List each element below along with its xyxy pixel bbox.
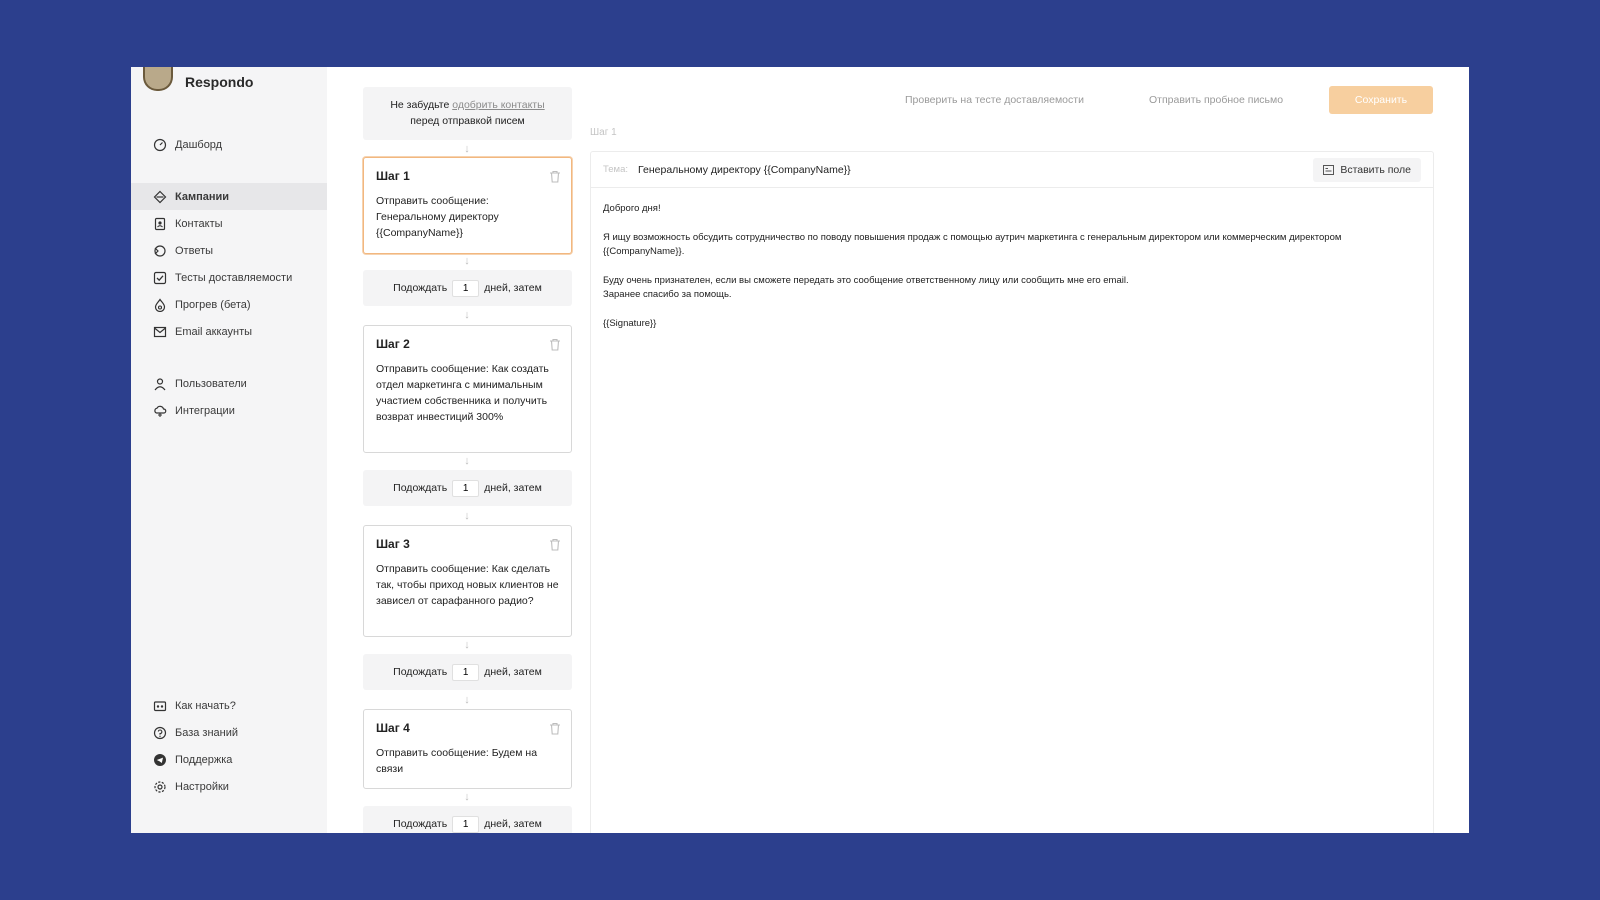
sidebar-item-label: Настройки — [175, 780, 229, 793]
wait-days-input[interactable] — [452, 816, 479, 833]
gear-icon — [153, 780, 167, 794]
trash-icon[interactable] — [549, 722, 561, 734]
wait-days-input[interactable] — [452, 480, 479, 497]
mail-icon — [153, 325, 167, 339]
flow-arrow-icon: ↓ — [464, 143, 470, 155]
step-body: Отправить сообщение: Как сделать так, чтобы приход новых клиентов не зависел от сарафанного радио? — [376, 563, 559, 607]
logo-icon — [143, 67, 173, 91]
email-paragraph: Доброго дня! — [603, 203, 661, 214]
step-card-4[interactable] — [363, 709, 572, 789]
wait-days-input[interactable] — [452, 664, 479, 681]
wait-suffix: дней, затем — [484, 282, 542, 294]
wait-row — [363, 806, 572, 833]
reminder-suffix: перед отправкой писем — [410, 115, 525, 127]
flow-arrow-icon: ↓ — [464, 309, 470, 321]
flow-arrow-icon: ↓ — [464, 791, 470, 803]
save-button[interactable]: Сохранить — [1329, 86, 1433, 114]
wait-row — [363, 654, 572, 690]
step-card-2[interactable] — [363, 325, 572, 453]
contacts-icon — [153, 217, 167, 231]
wait-prefix: Подождать — [393, 818, 448, 830]
subject-row — [591, 152, 1433, 188]
sidebar-item-users[interactable] — [131, 370, 327, 397]
app-window — [131, 67, 1469, 833]
sidebar-item-knowledge-base[interactable] — [131, 719, 327, 746]
wait-suffix: дней, затем — [484, 666, 542, 678]
sidebar-item-label: Интеграции — [175, 404, 235, 417]
replies-icon — [153, 244, 167, 258]
check-square-icon — [153, 271, 167, 285]
email-paragraph: {{Signature}} — [603, 317, 657, 329]
sidebar-item-label: Прогрев (бета) — [175, 298, 251, 311]
approve-contacts-link[interactable]: одобрить контакты — [452, 99, 545, 111]
email-paragraph: Буду очень признателен, если вы сможете передать это сообщение ответственному лицу или сообщить мне его email. Заранее спасибо за помощь. — [603, 274, 1129, 300]
sidebar-item-label: Дашборд — [175, 138, 223, 151]
sidebar-item-label: Поддержка — [175, 753, 233, 766]
flame-icon — [153, 298, 167, 312]
sidebar-item-integrations[interactable] — [131, 397, 327, 424]
email-body[interactable] — [591, 188, 1433, 359]
sidebar-item-settings[interactable] — [131, 773, 327, 800]
wait-suffix: дней, затем — [484, 818, 542, 830]
step-card-3[interactable] — [363, 525, 572, 637]
sidebar-item-campaigns[interactable] — [131, 183, 327, 210]
sidebar-item-label: Ответы — [175, 244, 214, 257]
steps-column — [349, 67, 579, 833]
step-title: Шаг 1 — [376, 169, 410, 183]
insert-field-label: Вставить поле — [1340, 164, 1411, 176]
sidebar-item-label: Как начать? — [175, 699, 236, 712]
trash-icon[interactable] — [549, 170, 561, 182]
wait-days-input[interactable] — [452, 280, 479, 297]
sidebar-item-deliverability-tests[interactable] — [131, 264, 327, 291]
step-body: Отправить сообщение: Будем на связи — [376, 747, 538, 775]
flow-arrow-icon: ↓ — [464, 694, 470, 706]
sidebar-item-how-to-start[interactable] — [131, 692, 327, 719]
step-title: Шаг 3 — [376, 537, 410, 551]
wait-prefix: Подождать — [393, 666, 448, 678]
sidebar-item-replies[interactable] — [131, 237, 327, 264]
sidebar-item-label: База знаний — [175, 726, 239, 739]
step-card-1[interactable] — [363, 157, 572, 254]
flow-arrow-icon: ↓ — [464, 255, 470, 267]
step-title: Шаг 4 — [376, 721, 410, 735]
insert-field-button[interactable] — [1313, 158, 1421, 182]
reminder-prefix: Не забудьте — [390, 99, 453, 111]
wait-row — [363, 470, 572, 506]
sidebar-item-label: Email аккаунты — [175, 325, 253, 338]
email-editor — [590, 151, 1434, 833]
flow-arrow-icon: ↓ — [464, 639, 470, 651]
sidebar-item-dashboard[interactable] — [131, 131, 327, 158]
flow-arrow-icon: ↓ — [464, 455, 470, 467]
sidebar-item-label: Контакты — [175, 217, 223, 230]
cloud-icon — [153, 404, 167, 418]
gauge-icon — [153, 138, 167, 152]
sidebar-item-label: Тесты доставляемости — [175, 271, 293, 284]
logo[interactable] — [143, 67, 253, 97]
sidebar-item-warmup[interactable] — [131, 291, 327, 318]
app-name: Respondo — [185, 74, 254, 90]
sidebar-item-contacts[interactable] — [131, 210, 327, 237]
step-body: Отправить сообщение: Как создать отдел маркетинга с минимальным участием собственника и получить возврат инвестиций 300% — [376, 363, 549, 423]
campaign-icon — [153, 190, 167, 204]
step-title: Шаг 2 — [376, 337, 410, 351]
sidebar-item-label: Кампании — [175, 190, 230, 203]
email-paragraph: Я ищу возможность обсудить сотрудничество по поводу повышения продаж с помощью аутрич маркетинга с генеральным директором или коммерческим директором {{CompanyName}}. — [603, 231, 1342, 257]
deliverability-test-link[interactable]: Проверить на тесте доставляемости — [905, 94, 1084, 106]
trash-icon[interactable] — [549, 338, 561, 350]
start-icon — [153, 699, 167, 713]
editor-step-label: Шаг 1 — [590, 127, 617, 138]
wait-suffix: дней, затем — [484, 482, 542, 494]
wait-prefix: Подождать — [393, 282, 448, 294]
trash-icon[interactable] — [549, 538, 561, 550]
sidebar-item-label: Пользователи — [175, 377, 247, 390]
sidebar — [131, 67, 327, 833]
subject-label: Тема: — [603, 164, 629, 175]
send-test-email-link[interactable]: Отправить пробное письмо — [1149, 94, 1284, 106]
telegram-icon — [153, 753, 167, 767]
help-circle-icon — [153, 726, 167, 740]
step-body: Отправить сообщение: Генеральному директору {{CompanyName}} — [376, 195, 499, 239]
wait-prefix: Подождать — [393, 482, 448, 494]
flow-arrow-icon: ↓ — [464, 510, 470, 522]
insert-field-icon — [1323, 165, 1334, 175]
sidebar-item-support[interactable] — [131, 746, 327, 773]
approve-contacts-reminder — [363, 87, 572, 140]
user-icon — [153, 377, 167, 391]
sidebar-item-email-accounts[interactable] — [131, 318, 327, 345]
wait-row — [363, 270, 572, 306]
subject-input[interactable]: Генеральному директору {{CompanyName}} — [638, 163, 851, 176]
